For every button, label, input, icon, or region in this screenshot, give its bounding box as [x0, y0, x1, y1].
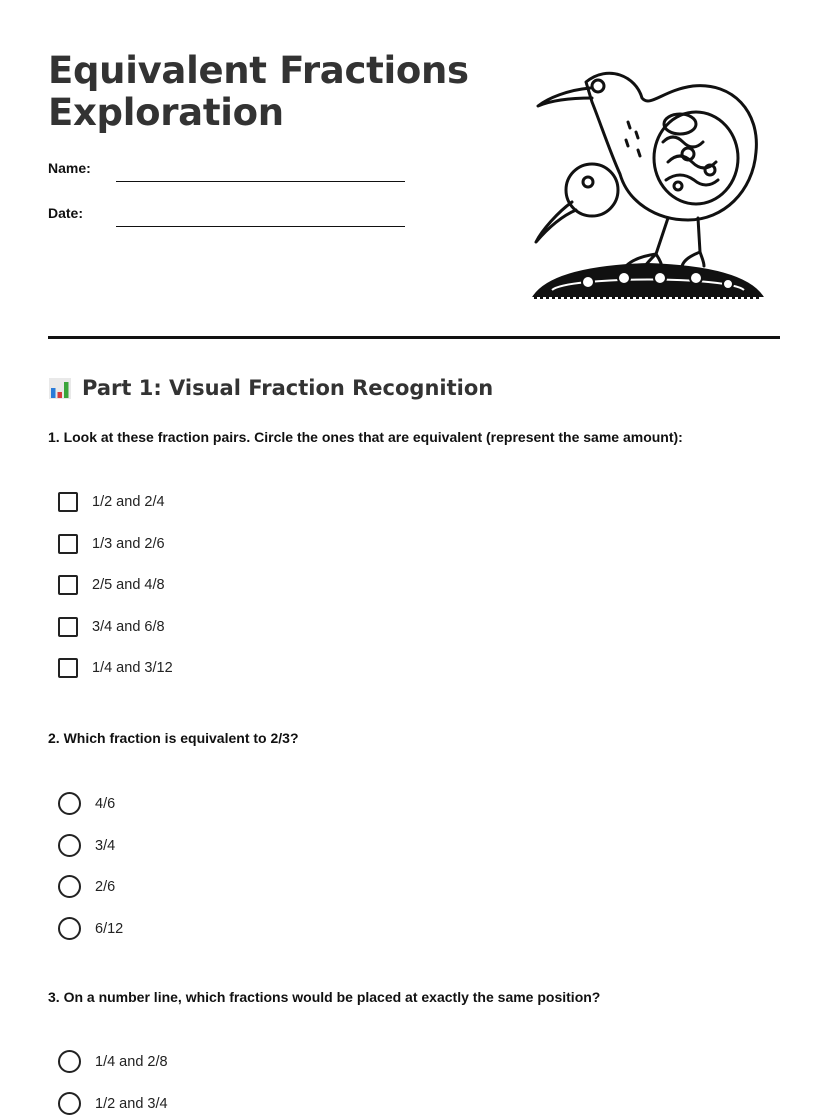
q1-option-3-label: 2/5 and 4/8: [92, 577, 165, 593]
radio-button[interactable]: [58, 917, 81, 940]
section-divider: [48, 336, 780, 339]
q1-option-4[interactable]: [58, 617, 165, 637]
q1-option-2[interactable]: [58, 534, 165, 554]
q3-option-2-label: 1/2 and 3/4: [95, 1095, 168, 1112]
q3-option-2[interactable]: [58, 1092, 168, 1115]
bar-chart-icon: [48, 376, 72, 400]
q1-option-3[interactable]: [58, 575, 165, 595]
checkbox[interactable]: [58, 575, 78, 595]
title-line-2: Exploration: [48, 91, 284, 134]
q1-option-1-label: 1/2 and 2/4: [92, 494, 165, 510]
part1-title: Part 1: Visual Fraction Recognition: [82, 376, 494, 400]
question-3-prompt: 3. On a number line, which fractions would be placed at exactly the same position?: [48, 989, 601, 1005]
kiwi-birds-icon: [528, 62, 768, 304]
checkbox[interactable]: [58, 492, 78, 512]
title-line-1: Equivalent Fractions: [48, 49, 469, 92]
date-field[interactable]: [116, 226, 405, 227]
q2-option-2-label: 3/4: [95, 837, 116, 854]
question-1-prompt: 1. Look at these fraction pairs. Circle the ones that are equivalent (represent the same amount):: [48, 429, 683, 445]
question-2-prompt: 2. Which fraction is equivalent to 2/3?: [48, 730, 299, 746]
part1-heading: [48, 376, 493, 400]
q1-option-4-label: 3/4 and 6/8: [92, 619, 165, 635]
radio-button[interactable]: [58, 1050, 81, 1073]
q3-option-1-label: 1/4 and 2/8: [95, 1053, 168, 1070]
q3-option-1[interactable]: [58, 1050, 168, 1073]
q1-option-2-label: 1/3 and 2/6: [92, 536, 165, 552]
q2-option-3[interactable]: [58, 875, 115, 898]
q2-option-1[interactable]: [58, 792, 115, 815]
q2-option-4[interactable]: [58, 917, 123, 940]
q2-option-3-label: 2/6: [95, 878, 116, 895]
radio-button[interactable]: [58, 1092, 81, 1115]
name-label: Name:: [48, 160, 91, 176]
radio-button[interactable]: [58, 834, 81, 857]
checkbox[interactable]: [58, 617, 78, 637]
checkbox[interactable]: [58, 534, 78, 554]
name-field[interactable]: [116, 181, 405, 182]
q2-option-2[interactable]: [58, 834, 115, 857]
radio-button[interactable]: [58, 792, 81, 815]
q1-option-5-label: 1/4 and 3/12: [92, 660, 173, 676]
radio-button[interactable]: [58, 875, 81, 898]
q1-option-1[interactable]: [58, 492, 165, 512]
checkbox[interactable]: [58, 658, 78, 678]
date-label: Date:: [48, 205, 84, 221]
q2-option-1-label: 4/6: [95, 795, 116, 812]
worksheet-title: [48, 50, 469, 134]
q2-option-4-label: 6/12: [95, 920, 124, 937]
q1-option-5[interactable]: [58, 658, 173, 678]
